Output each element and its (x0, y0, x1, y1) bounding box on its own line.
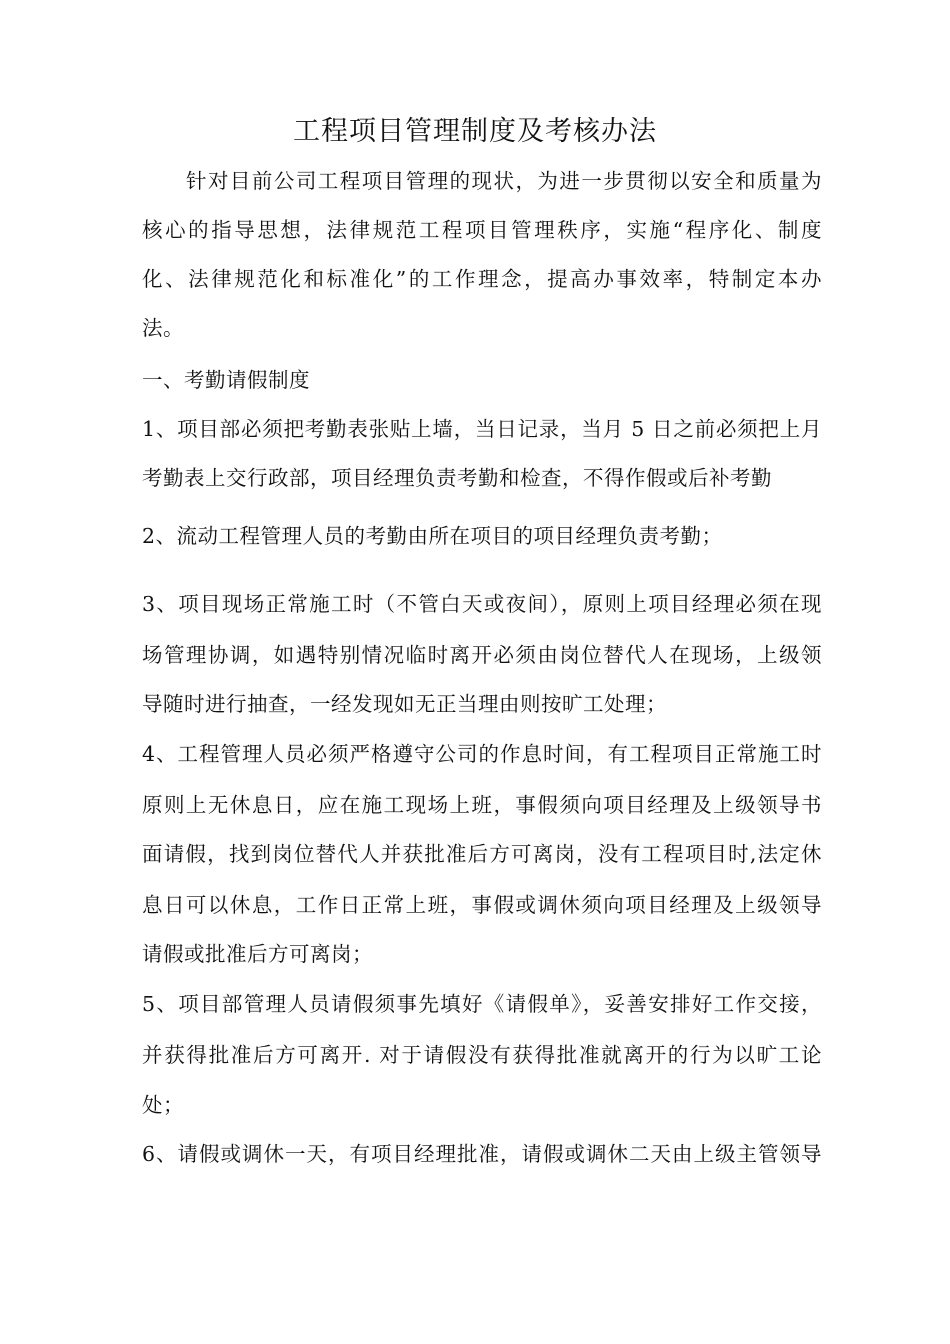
paragraph-line: 面请假，找到岗位替代人并获批准后方可离岗，没有工程项目时,法定休 (142, 842, 822, 866)
paragraph-line: 法。 (142, 316, 184, 340)
paragraph-line: 5、项目部管理人员请假须事先填好《请假单》，妥善安排好工作交接， (142, 992, 822, 1016)
paragraph-line: 1、项目部必须把考勤表张贴上墙，当日记录，当月 5 日之前必须把上月 (142, 417, 822, 441)
paragraph-line: 6、请假或调休一天，有项目经理批准，请假或调休二天由上级主管领导 (142, 1142, 822, 1166)
paragraph-line: 化、法律规范化和标准化”的工作理念，提高办事效率，特制定本办 (142, 267, 822, 291)
paragraph-line: 4、工程管理人员必须严格遵守公司的作息时间，有工程项目正常施工时 (142, 742, 822, 766)
paragraph-line: 核心的指导思想，法律规范工程项目管理秩序，实施“程序化、制度 (142, 218, 822, 242)
paragraph-line: 并获得批准后方可离开. 对于请假没有获得批准就离开的行为以旷工论 (142, 1043, 822, 1067)
paragraph-line: 原则上无休息日，应在施工现场上班，事假须向项目经理及上级领导书 (142, 793, 822, 817)
document-title: 工程项目管理制度及考核办法 (293, 116, 657, 147)
paragraph-line: 2、流动工程管理人员的考勤由所在项目的项目经理负责考勤； (142, 524, 723, 548)
paragraph-line: 处； (142, 1093, 184, 1117)
paragraph-line: 导随时进行抽查，一经发现如无正当理由则按旷工处理； (142, 692, 667, 716)
paragraph-line: 场管理协调，如遇特别情况临时离开必须由岗位替代人在现场，上级领 (142, 643, 822, 667)
paragraph-line: 请假或批准后方可离岗； (142, 942, 373, 966)
paragraph-line: 针对目前公司工程项目管理的现状，为进一步贯彻以安全和质量为 (186, 169, 822, 193)
paragraph-line: 息日可以休息，工作日正常上班，事假或调休须向项目经理及上级领导 (142, 893, 822, 917)
paragraph-line: 考勤表上交行政部，项目经理负责考勤和检查，不得作假或后补考勤 (142, 466, 772, 490)
section-heading: 一、考勤请假制度 (142, 368, 310, 392)
paragraph-line: 3、项目现场正常施工时（不管白天或夜间），原则上项目经理必须在现 (142, 592, 822, 616)
